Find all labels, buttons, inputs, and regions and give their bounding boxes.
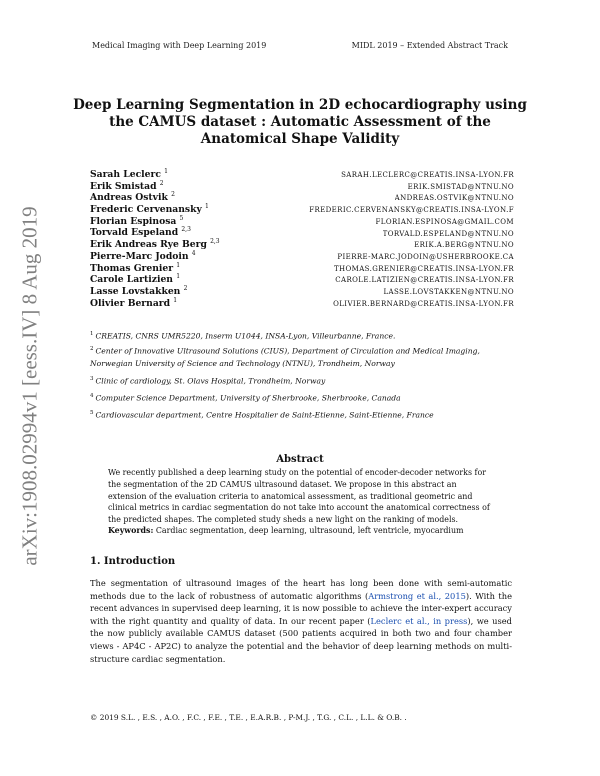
author-email[interactable]: ANDREAS.OSTVIK@NTNU.NO bbox=[394, 194, 514, 203]
affiliation: $^4$ Computer Science Department, University of Sherbrooke, Sherbrooke, Canada bbox=[90, 392, 401, 403]
author-list bbox=[90, 168, 514, 308]
author-email[interactable]: LASSE.LOVSTAKKEN@NTNU.NO bbox=[383, 287, 514, 296]
author-email[interactable]: ERIK.A.BERG@NTNU.NO bbox=[414, 241, 514, 250]
author-name: Florian Espinosa $^5$ bbox=[90, 214, 184, 227]
author-row bbox=[90, 262, 514, 274]
author-email[interactable]: FREDERIC.CERVENANSKY@CREATIS.INSA-LYON.F bbox=[309, 206, 514, 215]
author-email[interactable]: PIERRE-MARC.JODOIN@USHERBROOKE.CA bbox=[337, 252, 514, 261]
author-name: Frederic Cervenansky $^1$ bbox=[90, 203, 209, 216]
author-name: Torvald Espeland $^{2,3}$ bbox=[90, 226, 191, 239]
author-row bbox=[90, 238, 514, 250]
title-line: the CAMUS dataset : Automatic Assessment of the bbox=[109, 114, 491, 130]
author-email[interactable]: FLORIAN.ESPINOSA@GMAIL.COM bbox=[375, 217, 514, 226]
author-email[interactable]: ERIK.SMISTAD@NTNU.NO bbox=[407, 182, 514, 191]
section-heading: 1. Introduction bbox=[90, 556, 176, 567]
running-header-right: MIDL 2019 – Extended Abstract Track bbox=[351, 41, 508, 50]
author-name: Olivier Bernard $^1$ bbox=[90, 296, 178, 309]
author-row bbox=[90, 180, 514, 192]
author-name: Carole Lartizien $^1$ bbox=[90, 273, 181, 286]
author-email[interactable]: OLIVIER.BERNARD@CREATIS.INSA-LYON.FR bbox=[333, 299, 514, 308]
author-name: Sarah Leclerc $^1$ bbox=[90, 168, 168, 181]
author-row bbox=[90, 203, 514, 215]
intro-paragraph: The segmentation of ultrasound images of the heart has long been done with semi-automatic methods due to the lack of robustness of automatic algorithms (Armstrong et al., 2015). With the recent advances in supervised deep learning, it is now possible to achieve the inter-expert accuracy with the right quantity and quality of data. In our recent paper (Leclerc et al., in press), we used the now publicly available CAMUS dataset (500 patients acquired in both two and four chamber views - AP4C - AP2C) to analyze the potential and the behavior of deep learning methods on multi-structure cardiac segmentation. bbox=[90, 578, 512, 664]
copyright-footer: © 2019 S.L. , E.S. , A.O. , F.C. , F.E. , T.E. , E.A.R.B. , P-M.J. , T.G. , C.L. , L.L. & O.B. . bbox=[90, 713, 407, 722]
citation-link[interactable]: Leclerc et al., in press bbox=[370, 615, 468, 626]
affiliations bbox=[90, 328, 514, 422]
author-email[interactable]: THOMAS.GRENIER@CREATIS.INSA-LYON.FR bbox=[333, 264, 514, 273]
author-name: Andreas Ostvik $^2$ bbox=[90, 191, 175, 204]
author-name: Erik Andreas Rye Berg $^{2,3}$ bbox=[90, 238, 220, 251]
keywords bbox=[108, 526, 494, 535]
paper-title bbox=[60, 97, 540, 148]
author-name: Thomas Grenier $^1$ bbox=[90, 261, 181, 274]
keywords-text: Cardiac segmentation, deep learning, ultrasound, left ventricle, myocardium bbox=[155, 526, 464, 535]
affiliation: $^5$ Cardiovascular department, Centre Hospitalier de Saint-Etienne, Saint-Etienne, France bbox=[90, 409, 434, 420]
affiliation: $^2$ Center of Innovative Ultrasound Solutions (CIUS), Department of Circulation and Medical Imaging, Norwegian University of Science and Technology (NTNU), Trondheim, Norway bbox=[90, 346, 480, 369]
abstract-body: We recently published a deep learning study on the potential of encoder-decoder networks for the segmentation of the 2D CAMUS ultrasound dataset. We propose in this abstract an extension of the evaluation criteria to anatomical assessment, as traditional geometric and clinical metrics in cardiac segmentation do not take into account the anatomical correctness of the predicted shapes. The completed study sheds a new light on the ranking of models. bbox=[108, 468, 490, 525]
author-row bbox=[90, 168, 514, 180]
author-row bbox=[90, 250, 514, 262]
abstract-heading: Abstract bbox=[276, 454, 324, 465]
author-email[interactable]: TORVALD.ESPELAND@NTNU.NO bbox=[382, 229, 514, 238]
keywords-label: Keywords: bbox=[108, 526, 154, 535]
title-line: Deep Learning Segmentation in 2D echocardiography using bbox=[73, 97, 527, 113]
author-email[interactable]: SARAH.LECLERC@CREATIS.INSA-LYON.FR bbox=[341, 171, 514, 180]
author-row bbox=[90, 285, 514, 297]
author-name: Erik Smistad $^2$ bbox=[90, 179, 164, 192]
author-row bbox=[90, 191, 514, 203]
author-row bbox=[90, 215, 514, 227]
citation-link[interactable]: Armstrong et al., 2015 bbox=[368, 590, 466, 601]
author-row bbox=[90, 226, 514, 238]
running-header-left: Medical Imaging with Deep Learning 2019 bbox=[92, 41, 267, 50]
author-email[interactable]: CAROLE.LATIZIEN@CREATIS.INSA-LYON.FR bbox=[335, 276, 514, 285]
author-name: Lasse Lovstakken $^2$ bbox=[90, 284, 188, 297]
author-row bbox=[90, 273, 514, 285]
arxiv-side-stamp: arXiv:1908.02994v1 [eess.IV] 8 Aug 2019 bbox=[17, 206, 42, 566]
affiliation: $^3$ Clinic of cardiology, St. Olavs Hospital, Trondheim, Norway bbox=[90, 375, 326, 386]
author-name: Pierre-Marc Jodoin $^4$ bbox=[90, 249, 196, 262]
title-line: Anatomical Shape Validity bbox=[200, 131, 400, 147]
author-row bbox=[90, 297, 514, 309]
affiliation: $^1$ CREATIS, CNRS UMR5220, Inserm U1044, INSA-Lyon, Villeurbanne, France. bbox=[90, 331, 396, 341]
